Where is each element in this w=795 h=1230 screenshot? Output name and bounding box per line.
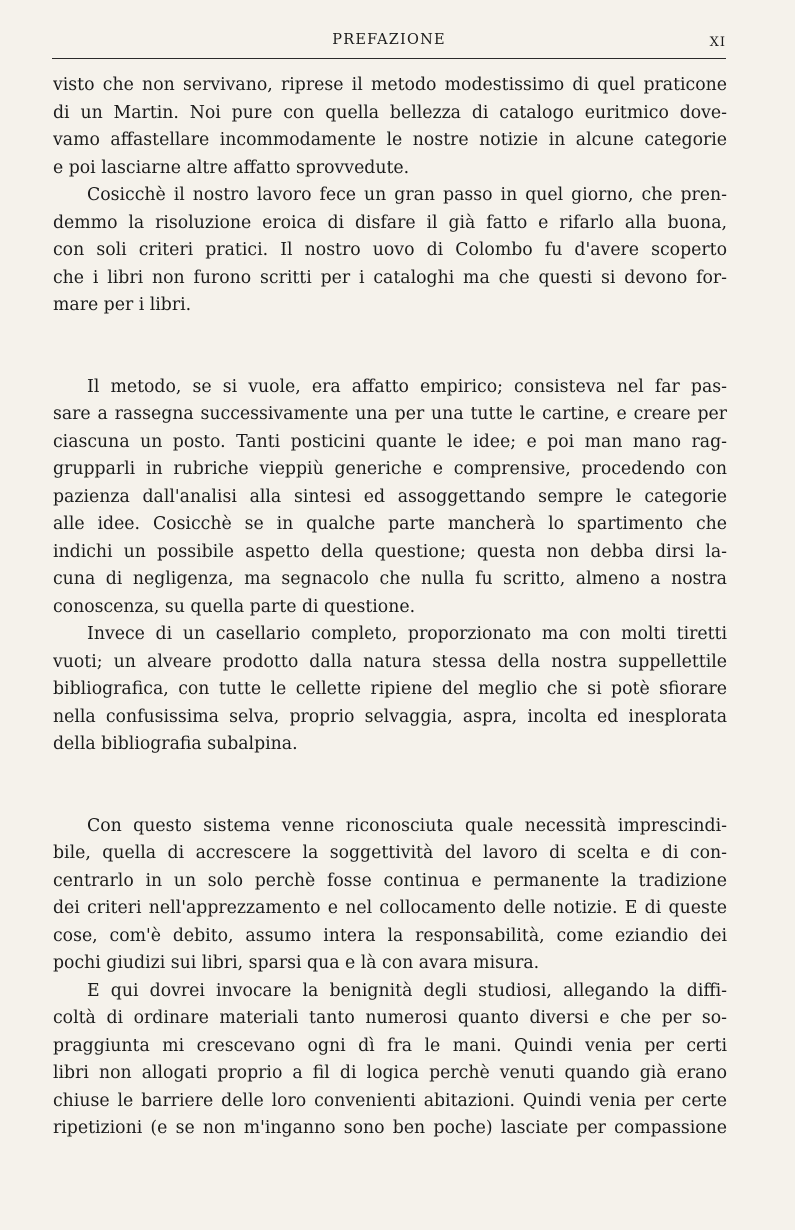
paragraph-6 (53, 978, 727, 1143)
text-line: indichi un possibile aspetto della questione; questa non debba dirsi la- (53, 541, 727, 562)
text-line: bile, quella di accrescere la soggettività del lavoro di scelta e di con- (53, 843, 727, 863)
text-line: mare per i libri. (53, 295, 192, 315)
text-line: vuoti; un alveare prodotto dalla natura stessa della nostra suppellettile (53, 651, 727, 672)
text-line: pochi giudizi sui libri, sparsi qua e là con avara misura. (53, 953, 540, 973)
text-line: bibliografica, con tutte le cellette ripiene del meglio che si potè sfiorare (53, 679, 727, 699)
page-header (52, 30, 726, 54)
paragraph-2 (53, 182, 727, 320)
text-line: che i libri non furono scritti per i cataloghi ma che questi si devono for- (53, 267, 727, 288)
text-line: sare a rassegna successivamente una per una tutte le cartine, e creare per (53, 404, 727, 424)
text-line: praggiunta mi crescevano ogni dì fra le mani. Quindi venia per certi (53, 1035, 727, 1056)
section-gap (53, 759, 727, 786)
text-line: visto che non servivano, riprese il metodo modestissimo di quel praticone (53, 75, 727, 95)
text-line: nella confusissima selva, proprio selvaggia, aspra, incolta ed inesplorata (53, 706, 727, 727)
text-line: Il metodo, se si vuole, era affatto empirico; consisteva nel far pas- (87, 376, 727, 397)
text-line: Cosicchè il nostro lavoro fece un gran passo in quel giorno, che pren- (87, 185, 727, 205)
text-line: grupparli in rubriche vieppiù generiche e comprensive, procedendo con (53, 459, 727, 479)
body-text (53, 72, 727, 1143)
header-rule (52, 58, 726, 59)
text-line: e poi lasciarne altre affatto sprovvedute. (53, 157, 410, 178)
section-gap (53, 786, 727, 813)
text-line: chiuse le barriere delle loro convenienti abitazioni. Quindi venia per certe (53, 1090, 727, 1111)
text-line: cuna di negligenza, ma segnacolo che nulla fu scritto, almeno a nostra (53, 569, 727, 589)
paragraph-4 (53, 621, 727, 759)
text-line: Invece di un casellario completo, proporzionato ma con molti tiretti (87, 624, 727, 644)
text-line: vamo affastellare incommodamente le nostre notizie in alcune categorie (53, 130, 727, 150)
text-line: Con questo sistema venne riconosciuta quale necessità imprescindi- (87, 815, 727, 836)
text-line: ripetizioni (e se non m'inganno sono ben poche) lasciate per compassione (53, 1118, 727, 1138)
text-line: della bibliografia subalpina. (53, 734, 298, 754)
section-gap (53, 347, 727, 374)
paragraph-1 (53, 72, 727, 182)
paragraph-3 (53, 374, 727, 622)
text-line: cose, com'è debito, assumo intera la responsabilità, come eziandio dei (53, 925, 727, 946)
text-line: conoscenza, su quella parte di questione. (53, 596, 416, 617)
text-line: dei criteri nell'apprezzamento e nel collocamento delle notizie. E di queste (53, 898, 727, 918)
text-line: alle idee. Cosicchè se in qualche parte mancherà lo spartimento che (53, 514, 727, 534)
section-gap (53, 320, 727, 347)
text-line: libri non allogati proprio a fil di logica perchè venuti quando già erano (53, 1063, 727, 1083)
text-line: con soli criteri pratici. Il nostro uovo di Colombo fu d'avere scoperto (53, 240, 727, 260)
paragraph-5 (53, 813, 727, 978)
text-line: di un Martin. Noi pure con quella bellezza di catalogo euritmico dove- (53, 102, 727, 123)
text-line: demmo la risoluzione eroica di disfare il già fatto e rifarlo alla buona, (53, 212, 727, 233)
text-line: centrarlo in un solo perchè fosse continua e permanente la tradizione (53, 870, 727, 891)
text-line: coltà di ordinare materiali tanto numerosi quanto diversi e che per so- (53, 1008, 727, 1028)
text-line: pazienza dall'analisi alla sintesi ed assoggettando sempre le categorie (53, 486, 727, 507)
running-title: PREFAZIONE (332, 32, 446, 48)
page-number: XI (709, 35, 726, 50)
text-line: E qui dovrei invocare la benignità degli studiosi, allegando la diffi- (87, 980, 727, 1001)
text-line: ciascuna un posto. Tanti posticini quante le idee; e poi man mano rag- (53, 431, 727, 452)
